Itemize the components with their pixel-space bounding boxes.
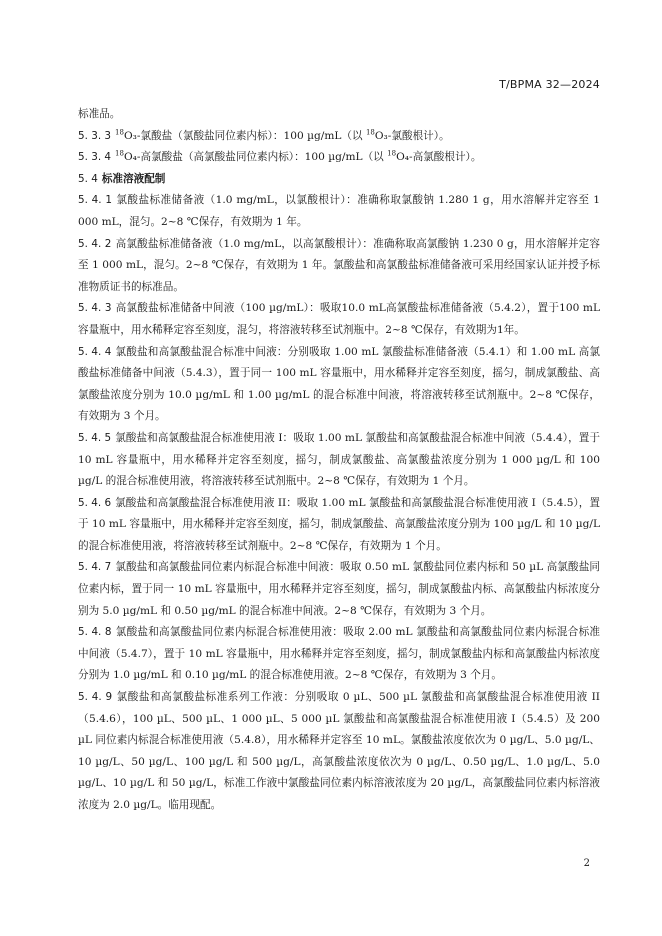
paragraph-5-4-4	[78, 342, 600, 428]
paragraph-5-4-6	[78, 493, 600, 558]
document-code: T/BPMA 32—2024	[499, 78, 600, 91]
paragraph-5-4-3	[78, 298, 600, 341]
clause-number: 5. 4. 2	[78, 237, 112, 250]
paragraph-5-4-8	[78, 622, 600, 687]
clause-number: 5. 4. 9	[78, 691, 113, 704]
isotope-superscript: 18	[115, 149, 124, 158]
paragraph-text: O₃-氯酸盐（氯酸盐同位素内标）：100 µg/mL（以	[123, 129, 366, 142]
paragraph-text: 氯酸盐和高氯酸盐混合标准使用液 I：吸取 1.00 mL 氯酸盐和高氯酸盐混合标准中间液（5.4.4），置于 10 mL 容量瓶中，用水稀释并定容至刻度，摇匀，制成氯酸盐、高氯酸盐浓度分别为 1 000 µg/L 和 100 µg/L 的混合标准使用液，将溶液转移至试剂瓶中。2~8 ℃保存，有效期为 1 个月。	[78, 431, 600, 488]
clause-number: 5. 4. 5	[78, 431, 112, 444]
section-heading-5-4	[78, 169, 600, 191]
heading-text: 标准溶液配制	[101, 172, 166, 185]
paragraph-text: O₃-氯酸根计）。	[374, 129, 450, 142]
clause-number: 5. 4. 3	[78, 302, 112, 315]
clause-number: 5. 4. 8	[78, 626, 112, 639]
paragraph-text: 氯酸盐标准储备液（1.0 mg/mL，以氯酸根计）：准确称取氯酸钠 1.280 1 g，用水溶解并定容至 1 000 mL，混匀。2~8 ℃保存，有效期为 1 年。	[78, 194, 601, 228]
paragraph-text: 氯酸盐和高氯酸盐标准系列工作液：分别吸取 0 µL、500 µL 氯酸盐和高氯酸盐混合标准使用液 II（5.4.6），100 µL、500 µL、1 000 µL、5 000 µL 氯酸盐和高氯酸盐混合标准使用液 I（5.4.5）及 200 µL 同位素内标混合标准使用液（5.4.8），用水稀释并定容至 10 mL。氯酸盐浓度依次为 0 µg/L、5.0 µg/L、10 µg/L、50 µg/L、100 µg/L 和 500 µg/L，高氯酸盐浓度依次为 0 µg/L、0.50 µg/L、1.0 µg/L、5.0 µg/L、10 µg/L 和 50 µg/L，标准工作液中氯酸盐同位素内标溶液浓度为 20 µg/L，高氯酸盐同位素内标溶液浓度为 2.0 µg/L。临用现配。	[78, 691, 600, 811]
paragraph-continuation	[78, 104, 600, 126]
paragraph-5-3-3	[78, 126, 600, 148]
paragraph-text: 高氯酸盐标准储备中间液（100 µg/mL）：吸取10.0 mL高氯酸盐标准储备液（5.4.2），置于100 mL容量瓶中，用水稀释定容至刻度，混匀，将溶液转移至试剂瓶中。2~8 ℃保存，有效期为1年。	[78, 302, 600, 336]
paragraph-5-4-1	[78, 190, 600, 233]
document-body	[78, 104, 600, 817]
clause-number: 5. 4. 6	[78, 496, 112, 509]
clause-number: 5. 4. 1	[78, 194, 112, 207]
paragraph-text: 氯酸盐和高氯酸盐同位素内标混合标准中间液：吸取 0.50 mL 氯酸盐同位素内标和 50 µL 高氯酸盐同位素内标，置于同一 10 mL 容量瓶中，用水稀释并定容至刻度，摇匀，制成氯酸盐内标、高氯酸盐内标浓度分别为 5.0 µg/mL 和 0.50 µg/mL 的混合标准中间液。2~8 ℃保存，有效期为 3 个月。	[78, 561, 600, 617]
paragraph-text: 氯酸盐和高氯酸盐同位素内标混合标准使用液：吸取 2.00 mL 氯酸盐和高氯酸盐同位素内标混合标准中间液（5.4.7），置于 10 mL 容量瓶中，用水稀释并定容至刻度，摇匀，制成氯酸盐内标和高氯酸盐内标浓度分别为 1.0 µg/mL 和 0.10 µg/mL 的混合标准使用液。2~8 ℃保存，有效期为 3 个月。	[78, 626, 600, 682]
clause-number: 5. 4. 4	[78, 345, 112, 358]
isotope-superscript: 18	[365, 128, 375, 137]
paragraph-5-4-5	[78, 428, 600, 493]
isotope-superscript: 18	[387, 149, 397, 158]
clause-number: 5. 4	[78, 172, 98, 185]
clause-number: 5. 4. 7	[78, 561, 112, 574]
paragraph-text: 高氯酸盐标准储备液（1.0 mg/mL，以高氯酸根计）：准确称取高氯酸钠 1.230 0 g，用水溶解并定容至 1 000 mL，混匀。2~8 ℃保存，有效期为 1 年。氯酸盐和高氯酸盐标准储备液可采用经国家认证并授予标准物质证书的标准品。	[78, 237, 601, 293]
paragraph-text: O₄-高氯酸盐（高氯酸盐同位素内标）：100 µg/mL（以	[123, 151, 388, 164]
paragraph-5-3-4	[78, 147, 600, 169]
clause-number: 5. 3. 4	[78, 151, 112, 164]
paragraph-text: 标准品。	[78, 108, 121, 120]
paragraph-5-4-7	[78, 557, 600, 622]
paragraph-text: O₄-高氯酸根计）。	[396, 151, 482, 164]
isotope-superscript: 18	[115, 128, 124, 137]
clause-number: 5. 3. 3	[78, 129, 112, 142]
paragraph-text: 氯酸盐和高氯酸盐混合标准使用液 II：吸取 1.00 mL 氯酸盐和高氯酸盐混合标准使用液 I（5.4.5），置于 10 mL 容量瓶中，用水稀释并定容至刻度，摇匀，制成氯酸盐、高氯酸盐浓度分别为 100 µg/L 和 10 µg/L 的混合标准使用液，将溶液转移至试剂瓶中。2~8 ℃保存，有效期为 1 个月。	[78, 496, 601, 552]
paragraph-text: 氯酸盐和高氯酸盐混合标准中间液：分别吸取 1.00 mL 氯酸盐标准储备液（5.4.1）和 1.00 mL 高氯酸盐标准储备中间液（5.4.3），置于同一 100 mL 容量瓶中，用水稀释并定容至刻度，摇匀，制成氯酸盐、高氯酸盐浓度分别为 10.0 µg/mL 和 1.00 µg/mL 的混合标准中间液，将溶液转移至试剂瓶中。2~8 ℃保存，有效期为 3 个月。	[78, 345, 600, 423]
page-number: 2	[583, 858, 590, 869]
paragraph-5-4-9	[78, 687, 600, 817]
paragraph-5-4-2	[78, 234, 600, 299]
